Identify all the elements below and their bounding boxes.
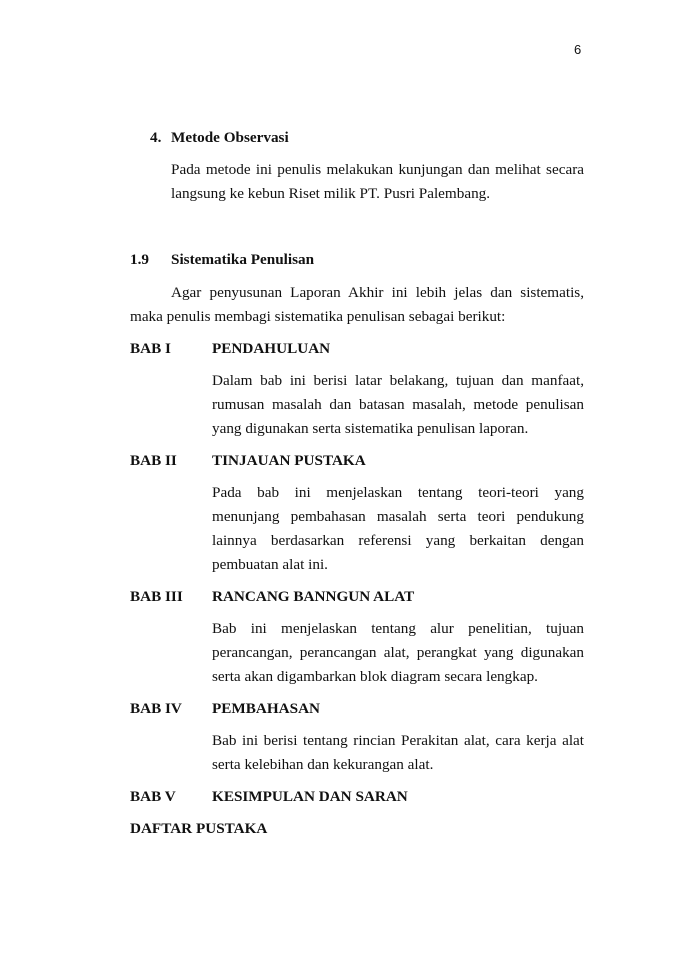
chapter-2 — [130, 449, 584, 577]
page-number: 6 — [574, 42, 582, 57]
chapter-3 — [130, 585, 584, 689]
chapter-4-body: Bab ini berisi tentang rincian Perakitan alat, cara kerja alat serta kelebihan dan kekurangan alat. — [212, 732, 584, 773]
chapter-1-title: PENDAHULUAN — [212, 340, 331, 357]
daftar-pustaka-heading: DAFTAR PUSTAKA — [130, 820, 268, 837]
chapter-2-body: Pada bab ini menjelaskan tentang teori-teori yang menunjang pembahasan masalah serta teori pendukung lainnya berdasarkan referensi yang berkaitan dengan pembuatan alat ini. — [212, 484, 584, 573]
section-1-9-number: 1.9 — [130, 251, 149, 268]
section-4-number: 4. — [150, 129, 162, 146]
chapter-1-label: BAB I — [130, 340, 171, 357]
section-4-body: Pada metode ini penulis melakukan kunjungan dan melihat secara langsung ke kebun Riset milik PT. Pusri Palembang. — [171, 161, 584, 202]
chapter-5 — [130, 785, 584, 809]
chapter-2-title: TINJAUAN PUSTAKA — [212, 452, 366, 469]
chapter-3-body: Bab ini menjelaskan tentang alur penelitian, tujuan perancangan, perancangan alat, perangkat yang digunakan serta akan digambarkan blok diagram secara lengkap. — [212, 620, 584, 685]
section-4 — [130, 126, 584, 206]
chapter-4-title: PEMBAHASAN — [212, 700, 321, 717]
chapter-5-title: KESIMPULAN DAN SARAN — [212, 788, 408, 805]
chapter-4-label: BAB IV — [130, 700, 182, 717]
chapter-5-label: BAB V — [130, 788, 176, 805]
section-1-9 — [130, 248, 584, 329]
chapter-1 — [130, 337, 584, 441]
chapter-3-title: RANCANG BANNGUN ALAT — [212, 588, 415, 605]
document-body — [130, 126, 584, 841]
section-4-title: Metode Observasi — [171, 129, 289, 146]
section-1-9-title: Sistematika Penulisan — [171, 251, 315, 268]
chapter-1-body: Dalam bab ini berisi latar belakang, tujuan dan manfaat, rumusan masalah dan batasan masalah, metode penulisan yang digunakan serta sistematika penulisan laporan. — [212, 372, 584, 437]
chapter-3-label: BAB III — [130, 588, 183, 605]
chapter-2-label: BAB II — [130, 452, 177, 469]
section-1-9-intro: Agar penyusunan Laporan Akhir ini lebih jelas dan sistematis, maka penulis membagi sistematika penulisan sebagai berikut: — [130, 284, 584, 325]
chapter-4 — [130, 697, 584, 777]
